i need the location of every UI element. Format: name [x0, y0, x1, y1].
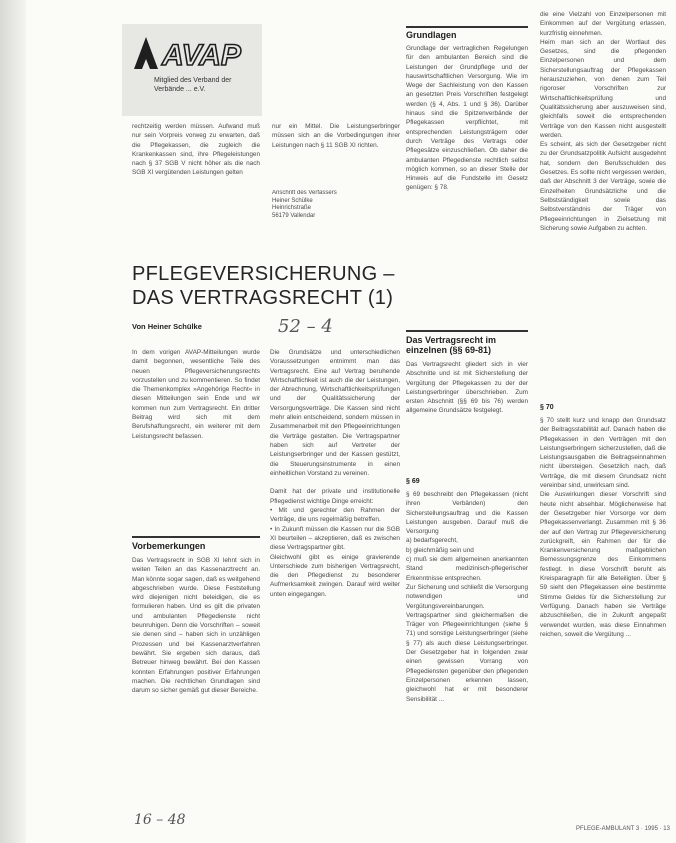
heading-grundlagen: Grundlagen — [406, 30, 457, 40]
author-address: Anschrift des Verfassers Heiner Schülke Heinrichstraße 56179 Vallendar — [272, 190, 337, 219]
vorbemerkungen-text: Das Vertragsrecht in SGB XI lehnt sich in weiten Teilen an das Kassenarztrecht an. Man könnte sogar sagen, daß es weitgehend abgeschrieben wurde. Diese Feststellung wird diejenigen nicht beleidigen, die es formulieren haben. Und es gilt die privaten und ambulanten Pflegedienste nicht beunruhigen. Denn die Vorschriften – soweit sie denen sind – haben sich in unzähligen Prozessen und bei Kassenarztverfahren bewährt. Sie ergeben sich daraus, daß Betreuer hinweg bewährt. Bei den Kassen konnten Erfahrungen positiver Erfahrungen machen. Die rechtlichen Grundlagen sind darum so sicher gemäß gut dieser Bereiche. — [132, 557, 260, 695]
avap-logo-box — [122, 24, 262, 116]
heading-vertragsrecht: Das Vertragsrecht im einzelnen (§§ 69-81) — [406, 335, 497, 355]
par69-text: § 69 beschreibt den Pflegekassen (nicht ihren Verbänden) den Sicherstellungsauftrag und die Kassen Leistungen ausgeben. Darauf muß die Versorgung a) bedarfsgerecht, b) gleichmäßig sein und c) muß sie dem allgemeinen anerkannten Stand medizinisch-pflegerischer Erkenntnisse entsprechen. Zur Sicherung und schließt die Versorgung notwendigen und Vergütungsvereinbarungen. Vertragspartner sind gleichermaßen die Träger von Pflegeeinrichtungen (siehe § 71) und sonstige Leistungserbringer (siehe § 77) als auch diese Leistungserbringer. Der Gesetzgeber hat in folgenden zwar einen gewissen Vorrang von Pflegediensten gegenüber den pflegenden Einzelpersonen erkennen lassen, gleichwohl hat er mit besonderer Sensibilität ... — [406, 491, 528, 703]
heading-par70: § 70 — [540, 404, 554, 411]
par70-text: § 70 stellt kurz und knapp den Grundsatz der Beitragsstabilität auf. Danach haben die Pflegekassen in den Verträgen mit den Leistungserbringern sicherzustellen, daß die Leistungsausgaben die Beitragseinnahmen nicht übersteigen. Gesetzlich nach, daß Verträge, die mit diesem Grundsatz nicht vereinbar sind, unwirksam sind. Die Auswirkungen dieser Vorschrift sind heute nicht absehbar. Möglicherweise hat der Gesetzgeber hier Vorsorge vor dem Pflegekassenverlangt. Zusammen mit § 36 der auf den Vertrag zur Pflegeversicherung zurückgreift, ein Rahmen der für die Krankenversicherung maßgeblichen Bemessungsgrenze des Einkommens festlegt. In diese Vorschrift beruht als Kreisparagraph für alle Beteiligten. Über § 59 sieht den Pflegekassen eine bestimmte Stimme Geldes für die Sicherstellung zur Verfügung. Danach haben sie Verträge abzuschließen, die in Zukunft angepaßt verwendet wurden, was diese Einnahmen reichen, soweit die Vergütung ... — [540, 417, 666, 638]
section-rule — [406, 26, 528, 28]
handwritten-note-bottom: 16 – 48 — [134, 812, 186, 828]
grundlagen-text: Grundlage der vertraglichen Regelungen für den ambulanten Bereich sind die Leistungen der Grundpflege und der hauswirtschaftlichen Versorgung. Wie im Wege der Sachleistung von den Kassen an gesetzten Preis Vorschriften festgelegt werden (§ 4, Abs. 1 und § 36). Darüber hinaus sind die Spitzenverbände der Pflegekassen verpflichtet, mit entsprechenden Leistungsträgern oder durch Verträge des Vertrags oder Pflegesätze einzuschließen. Ob daher die ambulanten Pflegedienste rechtlich selbst möglich kommen, so an dieser Stelle der Hinweis auf die Fundstelle im Gesetz genügen: § 78. — [406, 45, 528, 192]
intro-column-a: rechtzeitig werden müssen. Aufwand muß nur sein Vorpreis vorweg zu erwarten, daß die Pflegekassen, die zugleich die Krankenkassen sind, ihre Pflegeleistungen nach § 37 SGB V nicht höher als die nach SGB XI vergütenden Leistungen gelten — [132, 123, 260, 177]
section-rule — [132, 536, 260, 538]
page-edge-shadow — [0, 0, 26, 843]
lead-column-a: In dem vorigen AVAP-Mitteilungen wurde damit begonnen, wesentliche Teile des neuen Pflegeversicherungsrechts vorzustellen und zu kommentieren. So findet die Themenkomplex »Angehörige Recht« in diesen Mitteilungen sein Ende und wir kommen nun zum Vertragsrecht. Ein dritter Beitrag wird sich mit dem Berufshaftungsrecht, ein weiterer mit dem Leistungsrecht befassen. — [132, 349, 260, 440]
heading-vorbemerkungen: Vorbemerkungen — [132, 541, 206, 551]
article-author: Von Heiner Schülke — [132, 322, 202, 331]
handwritten-note-top: 52 – 4 — [278, 316, 333, 337]
lead-column-b: Die Grundsätze und unterschiedlichen Voraussetzungen entnimmt man das Vertragsrecht. Eine auf Vertrag beruhende Wirtschaftlichkeit ist auch die der Leistungen, der Abrechnung, Wirtschaftlichkeitsprüfungen und der Qualitätssicherung der Versorgungsverträge. Die Kassen sind nicht mehr allein entscheidend, sondern müssen in Zusammenarbeit mit den Pflegeeinrichtungen die Verträge gestalten. Die Vertragspartner haben sich auf Vertreter der Leistungserbringer und der Kassen gestützt, die Steuerungsinstrumente in einen einheitlichen Vorstand zu vereinen. Damit hat der private und institutionelle Pflegedienst wichtige Dinge erreicht: • Mit und gerechter den Rahmen der Verträge, die uns regelmäßig betreffen. • In Zukunft müssen die Kassen nur die SGB XI beurteilen – akzeptieren, daß es zwischen diese Vertragspartner gibt. Gleichwohl gibt es einige gravierende Unterschiede zum bisherigen Vertragsrecht, die den Pflegedienst zu besonderer Aufmerksamkeit zwingen. Darauf wird weiter unten eingegangen. — [270, 349, 400, 598]
vertragsrecht-text: Das Vertragsrecht gliedert sich in vier Abschnitte und ist mit Sicherstellung der Vergütung der Pflegekassen zu der der Leistungserbringer überschrieben. Zum ersten Abschnitt (§§ 69 bis 76) werden allgemeine Grundsätze festgelegt. — [406, 361, 528, 415]
svg-text:AVAP: AVAP — [162, 39, 241, 72]
intro-column-b: nur ein Mittel. Die Leistungserbringer müssen sich an die Vorbedingungen ihrer Leistungen nach § 11 SGB XI richten. — [272, 123, 400, 149]
avap-logo-icon — [132, 31, 256, 73]
section-rule — [406, 330, 528, 332]
avap-subtitle: Mitglied des Verband der Verbände ... e.V. — [154, 77, 232, 93]
heading-par69: § 69 — [406, 478, 420, 485]
page-footer: PFLEGE-AMBULANT 3 · 1995 · 13 — [576, 826, 670, 832]
article-title: PFLEGEVERSICHERUNG – DAS VERTRAGSRECHT (1) — [132, 263, 395, 309]
right-column-top: die eine Vielzahl von Einzelpersonen mit Einkommen auf der Vergütung erlassen, kurzfristig einnehmen. Heim man sich an der Wortlaut des Gesetzes, sind die pflegenden Einzelpersonen und dem Sicherstellungsauftrag der Pflegekassen herauszuziehen, von denen zum Teil rigoroser Vorschriften zur Wirtschaftlichkeitsprüfung und Qualitätssicherung aber auszuweisen sind, gleichfalls soweit die entsprechenden Verträge von den Kassen nicht ausgestellt werden. Es scheint, als sich der Gesetzgeber nicht zu der Grundsatzpolitik Aufsicht ausgedehnt hat, sondern den Berufsschulden des Gesetzes. Es sollte nicht vergessen werden, daß der Abschnitt 3 der Verträge, sowie die Einzelheiten Grundsätzliche und die Selbstständigkeit sowie das Selbstverständnis der Träger von Pflegeeinrichtungen in Zielsetzung mit Sicherung sowie Aufgaben zu achten. — [540, 11, 666, 232]
